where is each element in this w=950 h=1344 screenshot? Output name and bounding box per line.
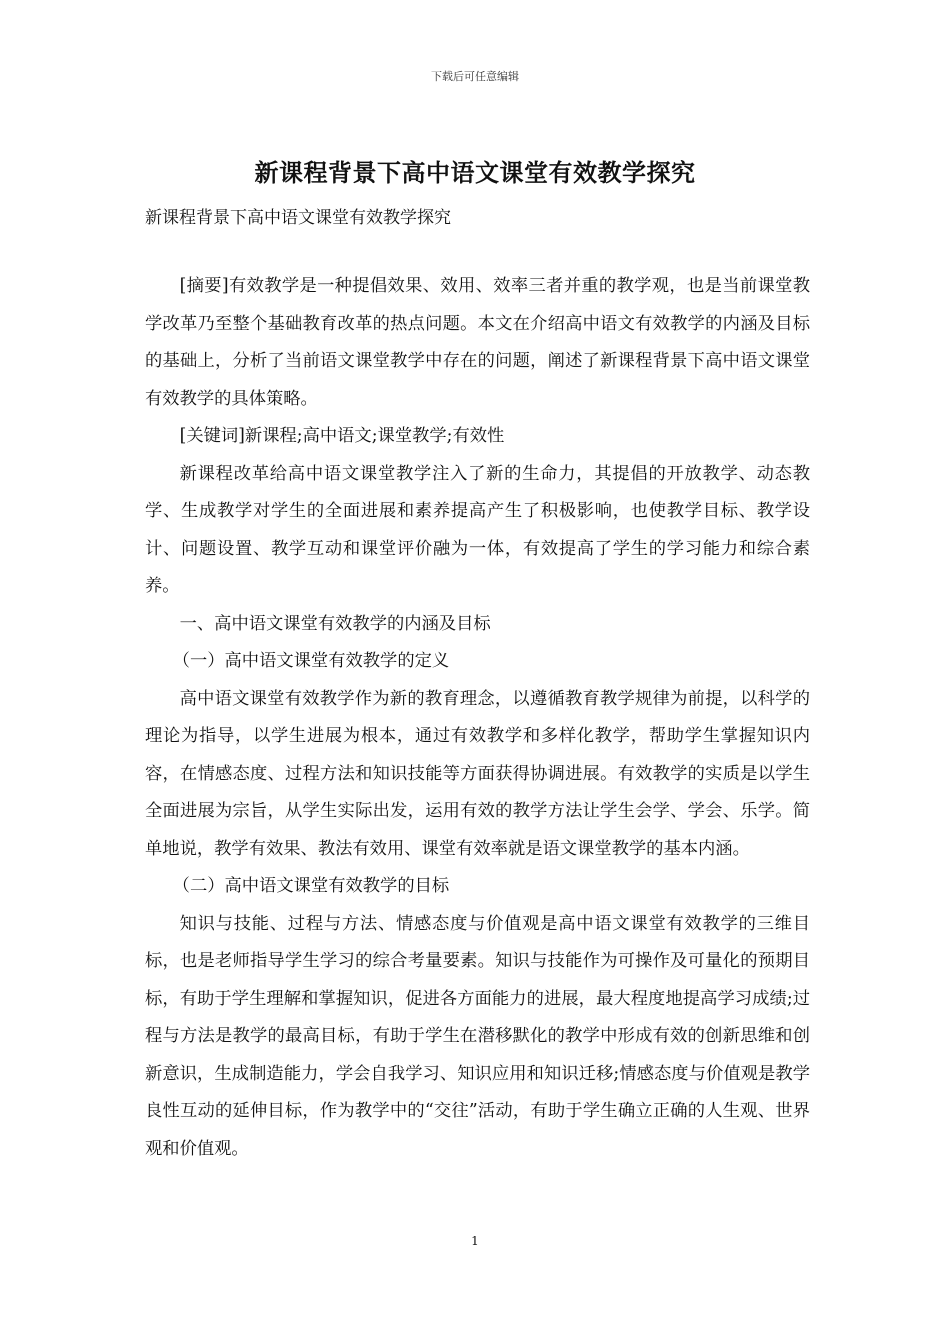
- goals-paragraph: 知识与技能、过程与方法、情感态度与价值观是高中语文课堂有效教学的三维目标，也是老师指导学生学习的综合考量要素。知识与技能作为可操作及可量化的预期目标，有助于学生理解和掌握知识，促进各方面能力的进展，最大程度地提高学习成绩;过程与方法是教学的最高目标，有助于学生在潜移默化的教学中形成有效的创新思维和创新意识，生成制造能力，学会自我学习、知识应用和知识迁移;情感态度与价值观是教学良性互动的延伸目标，作为教学中的“交往”活动，有助于学生确立正确的人生观、世界观和价值观。: [145, 913, 810, 1159]
- subsection-heading-definition: （一）高中语文课堂有效教学的定义: [172, 651, 450, 671]
- document-body: [145, 268, 810, 1168]
- subsection-heading-goals: （二）高中语文课堂有效教学的目标: [172, 876, 450, 896]
- abstract-paragraph: [摘要]有效教学是一种提倡效果、效用、效率三者并重的教学观，也是当前课堂教学改革乃至整个基础教育改革的热点问题。本文在介绍高中语文有效教学的内涵及目标的基础上，分析了当前语文课堂教学中存在的问题，阐述了新课程背景下高中语文课堂有效教学的具体策略。: [145, 276, 810, 409]
- intro-paragraph: 新课程改革给高中语文课堂教学注入了新的生命力，其提倡的开放教学、动态教学、生成教学对学生的全面进展和素养提高产生了积极影响，也使教学目标、教学设计、问题设置、教学互动和课堂评价融为一体，有效提高了学生的学习能力和综合素养。: [145, 463, 810, 596]
- section-heading: 一、高中语文课堂有效教学的内涵及目标: [179, 613, 491, 634]
- keywords-paragraph: [关键词]新课程;高中语文;课堂教学;有效性: [179, 426, 505, 446]
- definition-paragraph: 高中语文课堂有效教学作为新的教育理念，以遵循教育教学规律为前提，以科学的理论为指导，以学生进展为根本，通过有效教学和多样化教学，帮助学生掌握知识内容，在情感态度、过程方法和知识技能等方面获得协调进展。有效教学的实质是以学生全面进展为宗旨，从学生实际出发，运用有效的教学方法让学生会学、学会、乐学。简单地说，教学有效果、教法有效用、课堂有效率就是语文课堂教学的基本内涵。: [145, 688, 810, 859]
- header-note: 下载后可任意编辑: [431, 70, 519, 83]
- document-title: 新课程背景下高中语文课堂有效教学探究: [254, 158, 696, 187]
- document-subtitle: 新课程背景下高中语文课堂有效教学探究: [145, 208, 451, 228]
- page-number: 1: [471, 1234, 479, 1248]
